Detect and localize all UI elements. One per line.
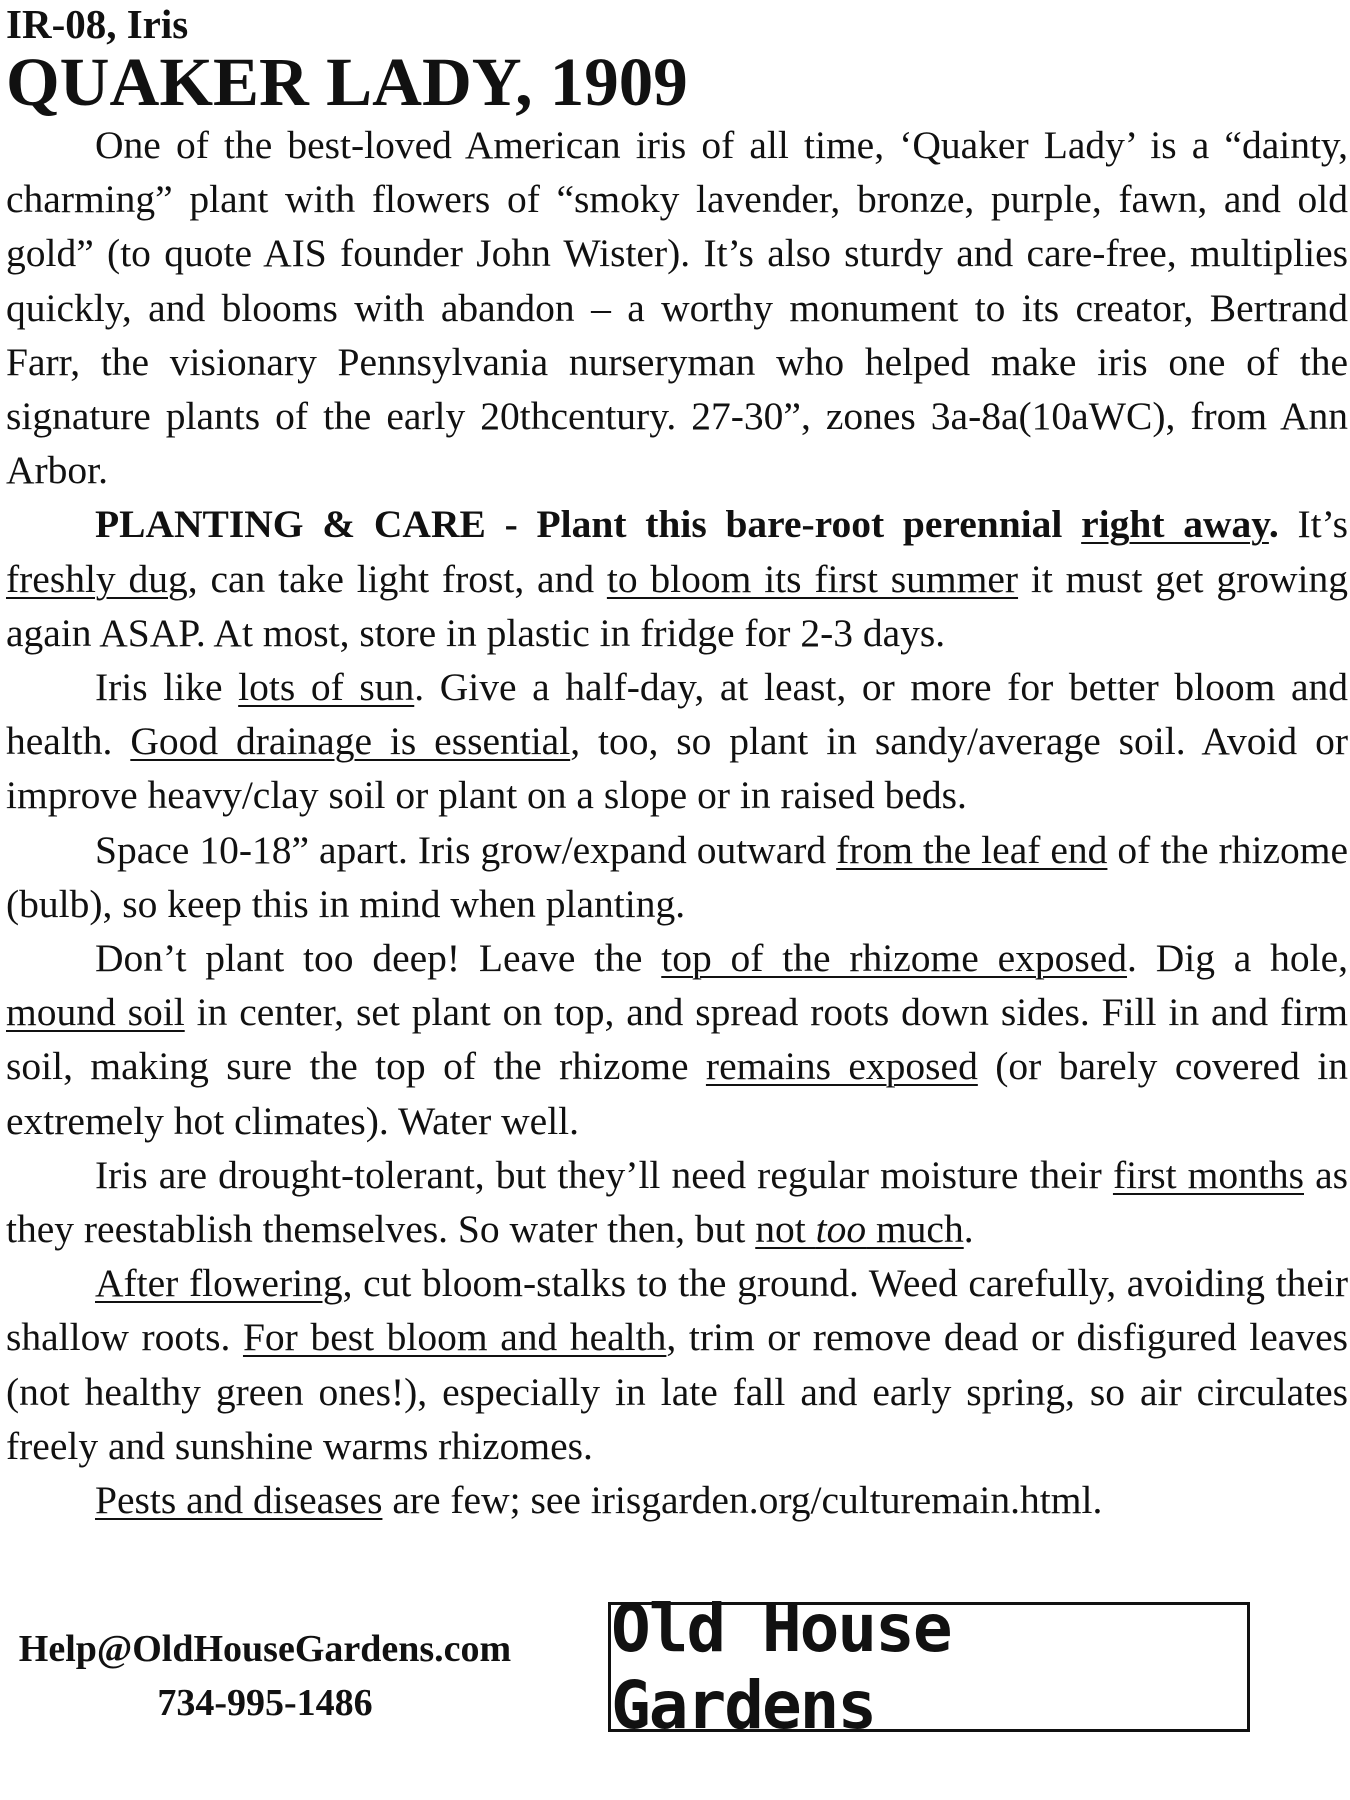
after-paragraph [6, 1256, 1348, 1473]
sun-text-c: , too, so plant in sandy/average soil. Avoid or improve heavy/clay soil or plant on a slope or in raised beds. [6, 719, 1349, 818]
space-text-b: of the rhizome (bulb), so keep this in mind when planting. [6, 827, 1349, 926]
water-emphasis-first-months: first months [1112, 1152, 1304, 1197]
body-text [6, 118, 1348, 1527]
sun-text-b: . Give a half-day, at least, or more for better bloom and health. [6, 665, 1348, 764]
planting-text-b: , can take light frost, and [187, 556, 607, 601]
planting-heading-emphasis: right away [1081, 502, 1269, 547]
space-emphasis-leaf-end: from the leaf end [836, 827, 1108, 872]
water-text-b: as they reestablish themselves. So water then, but [6, 1152, 1349, 1252]
logo-box [608, 1590, 1250, 1744]
product-code: IR-08, Iris [6, 1, 189, 47]
intro-paragraph: One of the best-loved American iris of all time, ‘Quaker Lady’ is a “dainty, charming” plant with flowers of “smoky lavender, bronze, purple, fawn, and old gold” (to quote AIS founder John Wister). It’s also sturdy and care-free, multiplies quickly, and blooms with abandon – a worthy monument to its creator, Bertrand Farr, the visionary Pennsylvania nurseryman who helped make iris one of the signature plants of the early 20thcentury. 27-30”, zones 3a-8a(10aWC), from Ann Arbor. [6, 123, 1348, 493]
product-title: QUAKER LADY, 1909 [6, 44, 688, 120]
sun-emphasis-drainage: Good drainage is essential [130, 719, 571, 764]
pests-text-a: are few; see irisgarden.org/culturemain.html. [382, 1478, 1103, 1523]
depth-emphasis-remains-exposed: remains exposed [705, 1044, 978, 1089]
after-text-b: , trim or remove dead or disfigured leaves (not healthy green ones!), especially in late fall and early spring, so air circulates freely and sunshine warms rhizomes. [6, 1315, 1348, 1468]
depth-text-d: (or barely covered in extremely hot climates). Water well. [6, 1044, 1348, 1143]
depth-text-a: Don’t plant too deep! Leave the [95, 936, 662, 981]
space-paragraph [6, 823, 1348, 931]
depth-emphasis-mound-soil: mound soil [6, 990, 185, 1035]
pests-paragraph [6, 1473, 1348, 1527]
planting-heading: PLANTING & CARE - Plant this bare-root perennial [95, 502, 1082, 547]
depth-text-b: . Dig a hole, [1127, 936, 1349, 981]
contact-phone: 734-995-1486 [157, 1682, 373, 1724]
sun-text-a: Iris like [95, 665, 239, 710]
water-paragraph [6, 1148, 1348, 1256]
after-emphasis-best-bloom: For best bloom and health [242, 1315, 667, 1360]
water-not: not [755, 1207, 816, 1252]
after-text-a: , cut bloom-stalks to the ground. Weed carefully, avoiding their shallow roots. [6, 1261, 1349, 1360]
company-logo: Old House Gardens [611, 1590, 951, 1744]
planting-text-c: it must get growing again ASAP. At most, store in plastic in fridge for 2-3 days. [6, 556, 1348, 655]
planting-emphasis-freshly-dug: freshly dug [6, 556, 188, 601]
water-text-a: Iris are drought-tolerant, but they’ll need regular moisture their [95, 1152, 1113, 1197]
water-too: too [815, 1207, 867, 1252]
water-emphasis-not-too-much [755, 1207, 963, 1251]
depth-paragraph [6, 931, 1348, 1148]
contact-block [0, 1622, 530, 1730]
instruction-sheet [6, 0, 1348, 1527]
water-text-c: . [963, 1207, 974, 1252]
sun-emphasis-lots-of-sun: lots of sun [238, 665, 415, 710]
space-text-a: Space 10-18” apart. Iris grow/expand outward [95, 827, 837, 872]
after-emphasis-after-flowering: After flowering [95, 1261, 343, 1306]
water-much: much [866, 1207, 964, 1252]
planting-text-a: It’s [1278, 502, 1348, 547]
planting-paragraph [6, 497, 1348, 660]
pests-emphasis: Pests and diseases [95, 1478, 383, 1523]
sun-paragraph [6, 660, 1348, 823]
depth-text-c: in center, set plant on top, and spread roots down sides. Fill in and firm soil, making sure the top of the rhizome [6, 990, 1348, 1089]
planting-heading-end: . [1268, 502, 1279, 547]
depth-emphasis-top-exposed: top of the rhizome exposed [661, 936, 1128, 981]
planting-emphasis-first-summer: to bloom its first summer [606, 556, 1019, 601]
contact-email: Help@OldHouseGardens.com [18, 1628, 512, 1670]
